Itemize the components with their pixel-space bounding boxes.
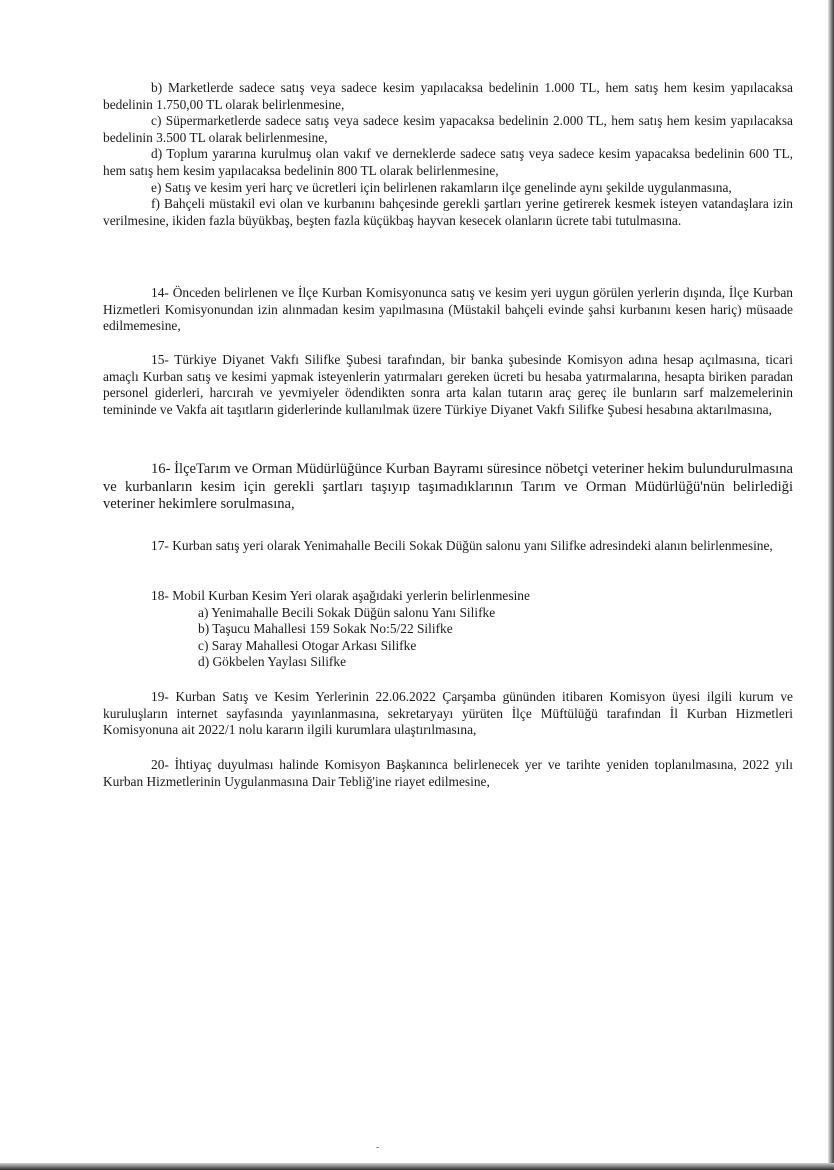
paragraph-item-d: d) Toplum yararına kurulmuş olan vakıf ve derneklerde sadece satış veya sadece kesim yapacaksa bedelinin 600 TL, hem satış hem kesim yapılacaksa bedelinin 800 TL olarak belirlenmesine,	[103, 146, 793, 178]
paragraph-20: 20- İhtiyaç duyulması halinde Komisyon Başkanınca belirlenecek yer ve tarihte yeniden toplanılmasına, 2022 yılı Kurban Hizmetlerinin Uygulanmasına Dair Tebliğ'ine riayet edilmesine,	[103, 757, 793, 789]
clause-20	[103, 757, 793, 790]
paragraph-19: 19- Kurban Satış ve Kesim Yerlerinin 22.06.2022 Çarşamba gününden itibaren Komisyon üyesi ilgili kurum ve kuruluşların internet sayfasında yayınlanmasına, sekretaryayı yürüten İlçe Müftülüğü tarafından İl Kurban Hizmetleri Komisyonuna ait 2022/1 nolu kararın ilgili kurumlara ulaştırılmasına,	[103, 689, 793, 738]
page-mark: -	[376, 1142, 380, 1153]
items-b-to-f	[103, 80, 793, 229]
list-item: d) Gökbelen Yaylası Silifke	[198, 654, 347, 670]
paragraph-item-c: c) Süpermarketlerde sadece satış veya sadece kesim yapacaksa bedelinin 2.000 TL, hem satış hem kesim yapılacaksa bedelinin 3.500 TL olarak belirlenmesine,	[103, 113, 793, 145]
paragraph-item-b: b) Marketlerde sadece satış veya sadece kesim yapılacaksa bedelinin 1.000 TL, hem satış hem kesim yapılacaksa bedelinin 1.750,00 TL olarak belirlenmesine,	[103, 80, 793, 112]
clause-15	[103, 352, 793, 418]
list-item: a) Yenimahalle Becili Sokak Düğün salonu Yanı Silifke	[198, 604, 496, 620]
scan-edge-bottom	[0, 1163, 834, 1170]
paragraph-item-f: f) Bahçeli müstakil evi olan ve kurbanını bahçesinde gerekli şartları yerine getirerek kesmek isteyen vatandaşlara izin verilmesine, ikiden fazla büyükbaş, beşten fazla küçükbaş hayvan kesecek olanların ücrete tabi tutulmasına.	[103, 196, 793, 228]
paragraph-item-e: e) Satış ve kesim yeri harç ve ücretleri için belirlenen rakamların ilçe genelinde aynı şekilde uygulanmasına,	[151, 179, 732, 195]
paragraph-18-heading: 18- Mobil Kurban Kesim Yeri olarak aşağıdaki yerlerin belirlenmesine	[151, 588, 530, 603]
scan-edge-right	[828, 0, 834, 1170]
paragraph-14: 14- Önceden belirlenen ve İlçe Kurban Komisyonunca satış ve kesim yeri uygun görülen yerlerin dışında, İlçe Kurban Hizmetleri Komisyonundan izin alınmadan kesim yapılmasına (Müstakil bahçeli evinde şahsi kurbanını kesen hariç) müsaade edilmemesine,	[103, 285, 793, 334]
clause-16	[103, 461, 793, 514]
clause-14	[103, 285, 793, 335]
clause-19	[103, 689, 793, 739]
paragraph-16: 16- İlçeTarım ve Orman Müdürlüğünce Kurban Bayramı süresince nöbetçi veteriner hekim bulundurulmasına ve kurbanların kesim için gerekli şartları taşıyıp taşımadıklarının Tarım ve Orman Müdürlüğü'nün belirlediği veteriner hekimlere sorulmasına,	[103, 461, 793, 513]
clause-18	[103, 588, 793, 671]
paragraph-17: 17- Kurban satış yeri olarak Yenimahalle Becili Sokak Düğün salonu yanı Silifke adresindeki alanın belirlenmesine,	[151, 538, 773, 553]
mobile-kesim-places-list	[103, 605, 793, 671]
clause-17	[103, 538, 793, 555]
paragraph-15: 15- Türkiye Diyanet Vakfı Silifke Şubesi tarafından, bir banka şubesinde Komisyon adına hesap açılmasına, ticari amaçlı Kurban satış ve kesimi yapmak isteyenlerin yatırmaları gereken ücreti bu hesaba yatırmalarına, hesapta biriken paradan personel giderleri, harcırah ve yevmiyeler ödendikten sonra arta kalan tutarın araç gereç ile bunların sarf malzemelerinin temininde ve Vakfa ait taşıtların giderlerinde kullanılmak üzere Türkiye Diyanet Vakfı Silifke Şubesi hesabına aktarılmasına,	[103, 352, 793, 417]
list-item: c) Saray Mahallesi Otogar Arkası Silifke	[198, 637, 417, 653]
list-item: b) Taşucu Mahallesi 159 Sokak No:5/22 Silifke	[198, 621, 453, 637]
